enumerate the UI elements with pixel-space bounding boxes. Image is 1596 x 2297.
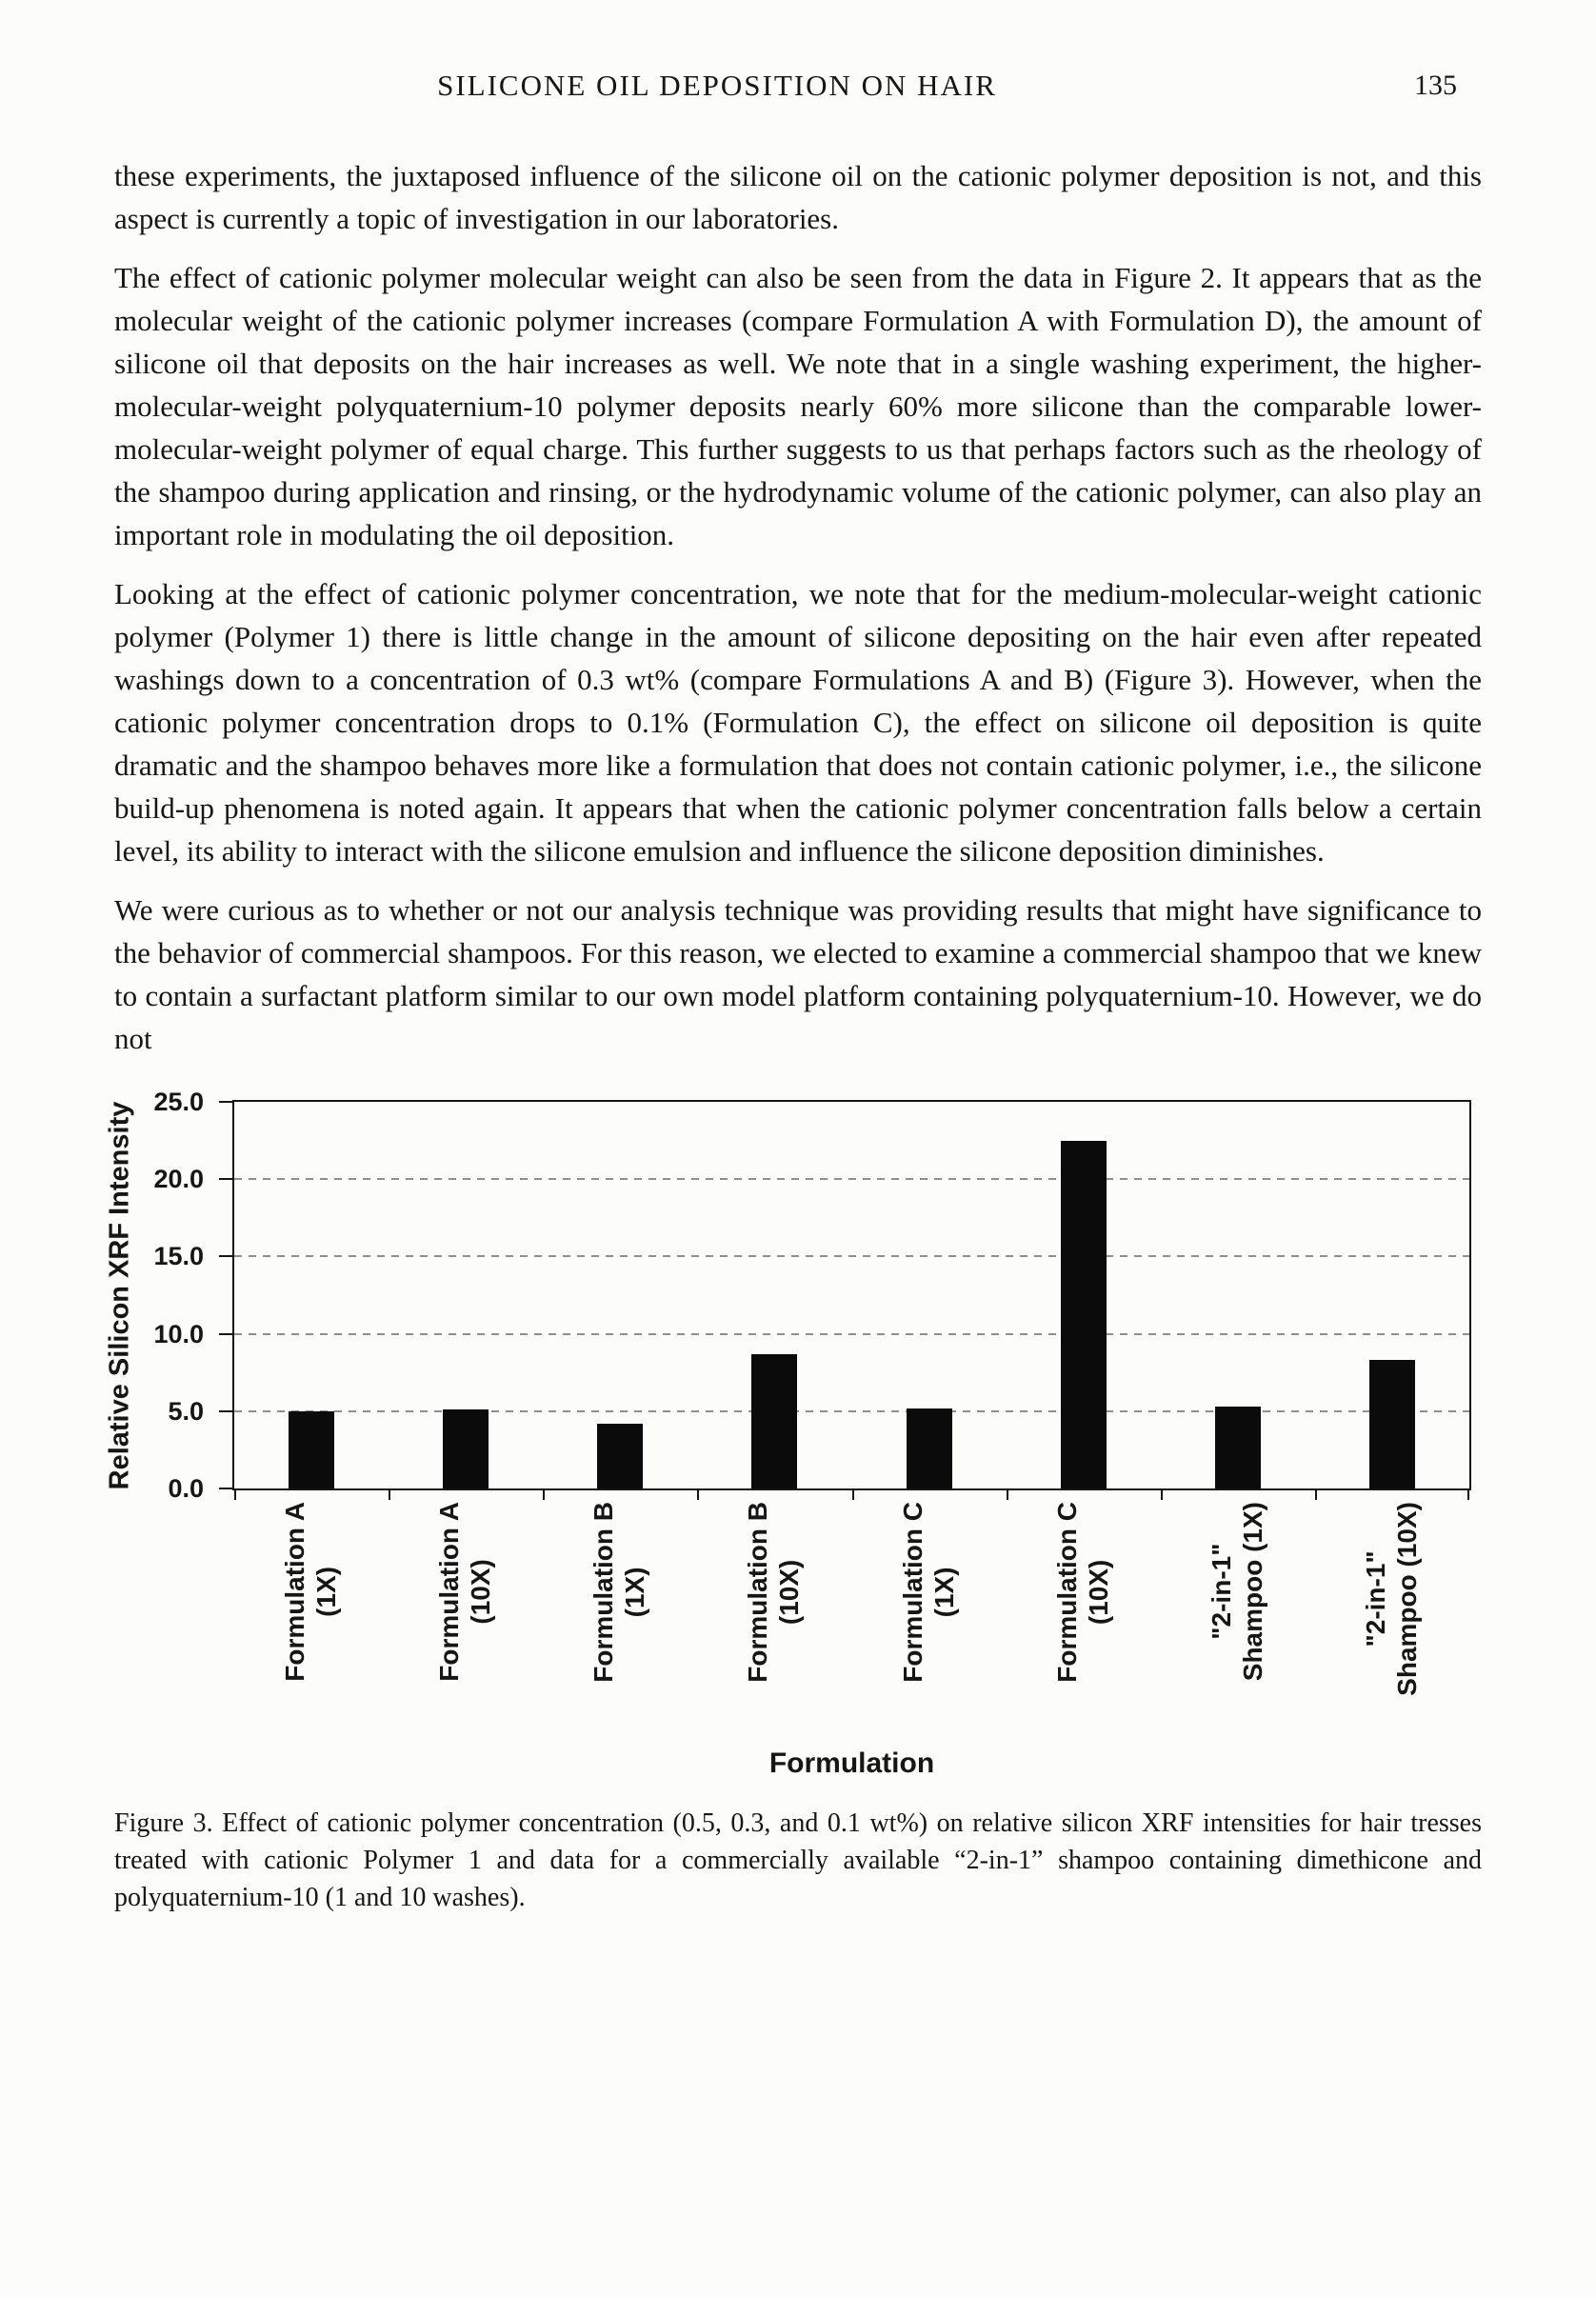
y-tick-label: 5.0: [168, 1396, 204, 1426]
x-tick-label: [1360, 1502, 1425, 1738]
y-tick-mark: [219, 1101, 232, 1103]
bar-3: [597, 1424, 643, 1488]
bar-8: [1369, 1360, 1415, 1488]
gridline-20: [234, 1178, 1469, 1180]
y-tick-label: 15.0: [153, 1242, 204, 1271]
figure-3: [104, 1088, 1482, 1916]
bar-6: [1061, 1141, 1107, 1488]
x-axis-tick-labels: [232, 1502, 1471, 1742]
x-tick-label-text: Formulation A (1X): [280, 1502, 342, 1682]
paragraph-4: We were curious as to whether or not our analysis technique was providing results that might have significance to the behavior of commercial shampoos. For this reason, we elected to examine a commercial shampoo that we knew to contain a surfactant platform similar to our own model platform containing polyquaternium-10. However, we do not: [114, 893, 1482, 1055]
x-tick-mark: [1161, 1488, 1163, 1500]
x-tick-label: [433, 1502, 498, 1738]
y-tick-mark: [219, 1255, 232, 1257]
y-tick-mark: [219, 1410, 232, 1412]
x-tick-label: [279, 1502, 344, 1738]
x-axis-title: Formulation: [768, 1748, 935, 1779]
x-tick-mark: [1467, 1488, 1469, 1500]
x-tick-label-text: Formulation C (10X): [1051, 1502, 1113, 1683]
bar-4: [751, 1354, 797, 1488]
page-header: [114, 69, 1482, 110]
y-tick-label: 25.0: [153, 1088, 204, 1116]
y-axis-title-text: Relative Silicon XRF Intensity: [104, 1101, 135, 1489]
running-head: SILICONE OIL DEPOSITION ON HAIR: [437, 69, 997, 102]
x-tick-mark: [389, 1488, 390, 1500]
x-tick-mark: [234, 1488, 236, 1500]
bar-chart: [104, 1088, 1471, 1780]
bar-7: [1215, 1407, 1261, 1488]
body-text: [114, 154, 1482, 1060]
paragraph-3: Looking at the effect of cationic polymer concentration, we note that for the medium-molecular-weight cationic polymer (Polymer 1) there is little change in the amount of silicone depositing on the hair even after repeated washings down to a concentration of 0.3 wt% (compare Formulations A and B) (Figure 3). However, when the cationic polymer concentration drops to 0.1% (Formulation C), the effect on silicone oil deposition is quite dramatic and the shampoo behaves more like a formulation that does not contain cationic polymer, i.e., the silicone build-up phenomena is noted again. It appears that when the cationic polymer concentration falls below a certain level, its ability to interact with the silicone emulsion and influence the silicone deposition diminishes.: [114, 577, 1482, 868]
paragraph-2: The effect of cationic polymer molecular weight can also be seen from the data in Figure 2. It appears that as the molecular weight of the cationic polymer increases (compare Formulation A with Formulation D), the amount of silicone oil that deposits on the hair increases as well. We note that in a single washing experiment, the higher-molecular-weight polyquaternium-10 polymer deposits nearly 60% more silicone than the comparable lower-molecular-weight polymer of equal charge. This further suggests to us that perhaps factors such as the rheology of the shampoo during application and rinsing, or the hydrodynamic volume of the cationic polymer, can also play an important role in modulating the oil deposition.: [114, 261, 1482, 551]
x-tick-label-text: Formulation A (10X): [434, 1502, 496, 1682]
x-tick-label: [1206, 1502, 1270, 1738]
x-tick-label-text: "2-in-1" Shampoo (1X): [1206, 1502, 1267, 1682]
x-tick-mark: [543, 1488, 545, 1500]
x-tick-label-text: Formulation B (10X): [743, 1502, 805, 1683]
x-tick-mark: [697, 1488, 699, 1500]
y-axis-ticks: [137, 1088, 232, 1503]
x-tick-label-text: Formulation C (1X): [897, 1502, 959, 1683]
bar-1: [289, 1411, 334, 1488]
gridline-10: [234, 1333, 1469, 1335]
figure-caption: Figure 3. Effect of cationic polymer concentration (0.5, 0.3, and 0.1 wt%) on relative silicon XRF intensities for hair tresses treated with cationic Polymer 1 and data for a commercially available “2-in-1” shampoo containing dimethicone and polyquaternium-10 (1 and 10 washes).: [114, 1808, 1482, 1912]
y-tick-label: 0.0: [168, 1474, 204, 1503]
x-tick-label: [588, 1502, 652, 1738]
y-tick-label: 10.0: [153, 1319, 204, 1348]
x-tick-mark: [1315, 1488, 1317, 1500]
x-tick-label-text: "2-in-1" Shampoo (10X): [1360, 1502, 1422, 1696]
x-tick-label: [742, 1502, 807, 1738]
y-tick-mark: [219, 1333, 232, 1335]
y-tick-mark: [219, 1178, 232, 1180]
x-tick-mark: [1007, 1488, 1008, 1500]
x-tick-mark: [852, 1488, 854, 1500]
plot-area: [232, 1100, 1471, 1490]
y-tick-label: 20.0: [153, 1165, 204, 1194]
x-tick-label: [897, 1502, 962, 1738]
bar-5: [907, 1408, 952, 1488]
x-tick-label-text: Formulation B (1X): [589, 1502, 650, 1683]
page-number: 135: [1414, 70, 1457, 101]
gridline-15: [234, 1255, 1469, 1257]
x-tick-label: [1051, 1502, 1116, 1738]
y-axis-title: [103, 1100, 137, 1490]
bar-2: [443, 1409, 489, 1488]
y-tick-mark: [219, 1488, 232, 1489]
gridline-5: [234, 1410, 1469, 1412]
paragraph-1: these experiments, the juxtaposed influence of the silicone oil on the cationic polymer deposition is not, and this aspect is currently a topic of investigation in our laboratories.: [114, 159, 1482, 235]
